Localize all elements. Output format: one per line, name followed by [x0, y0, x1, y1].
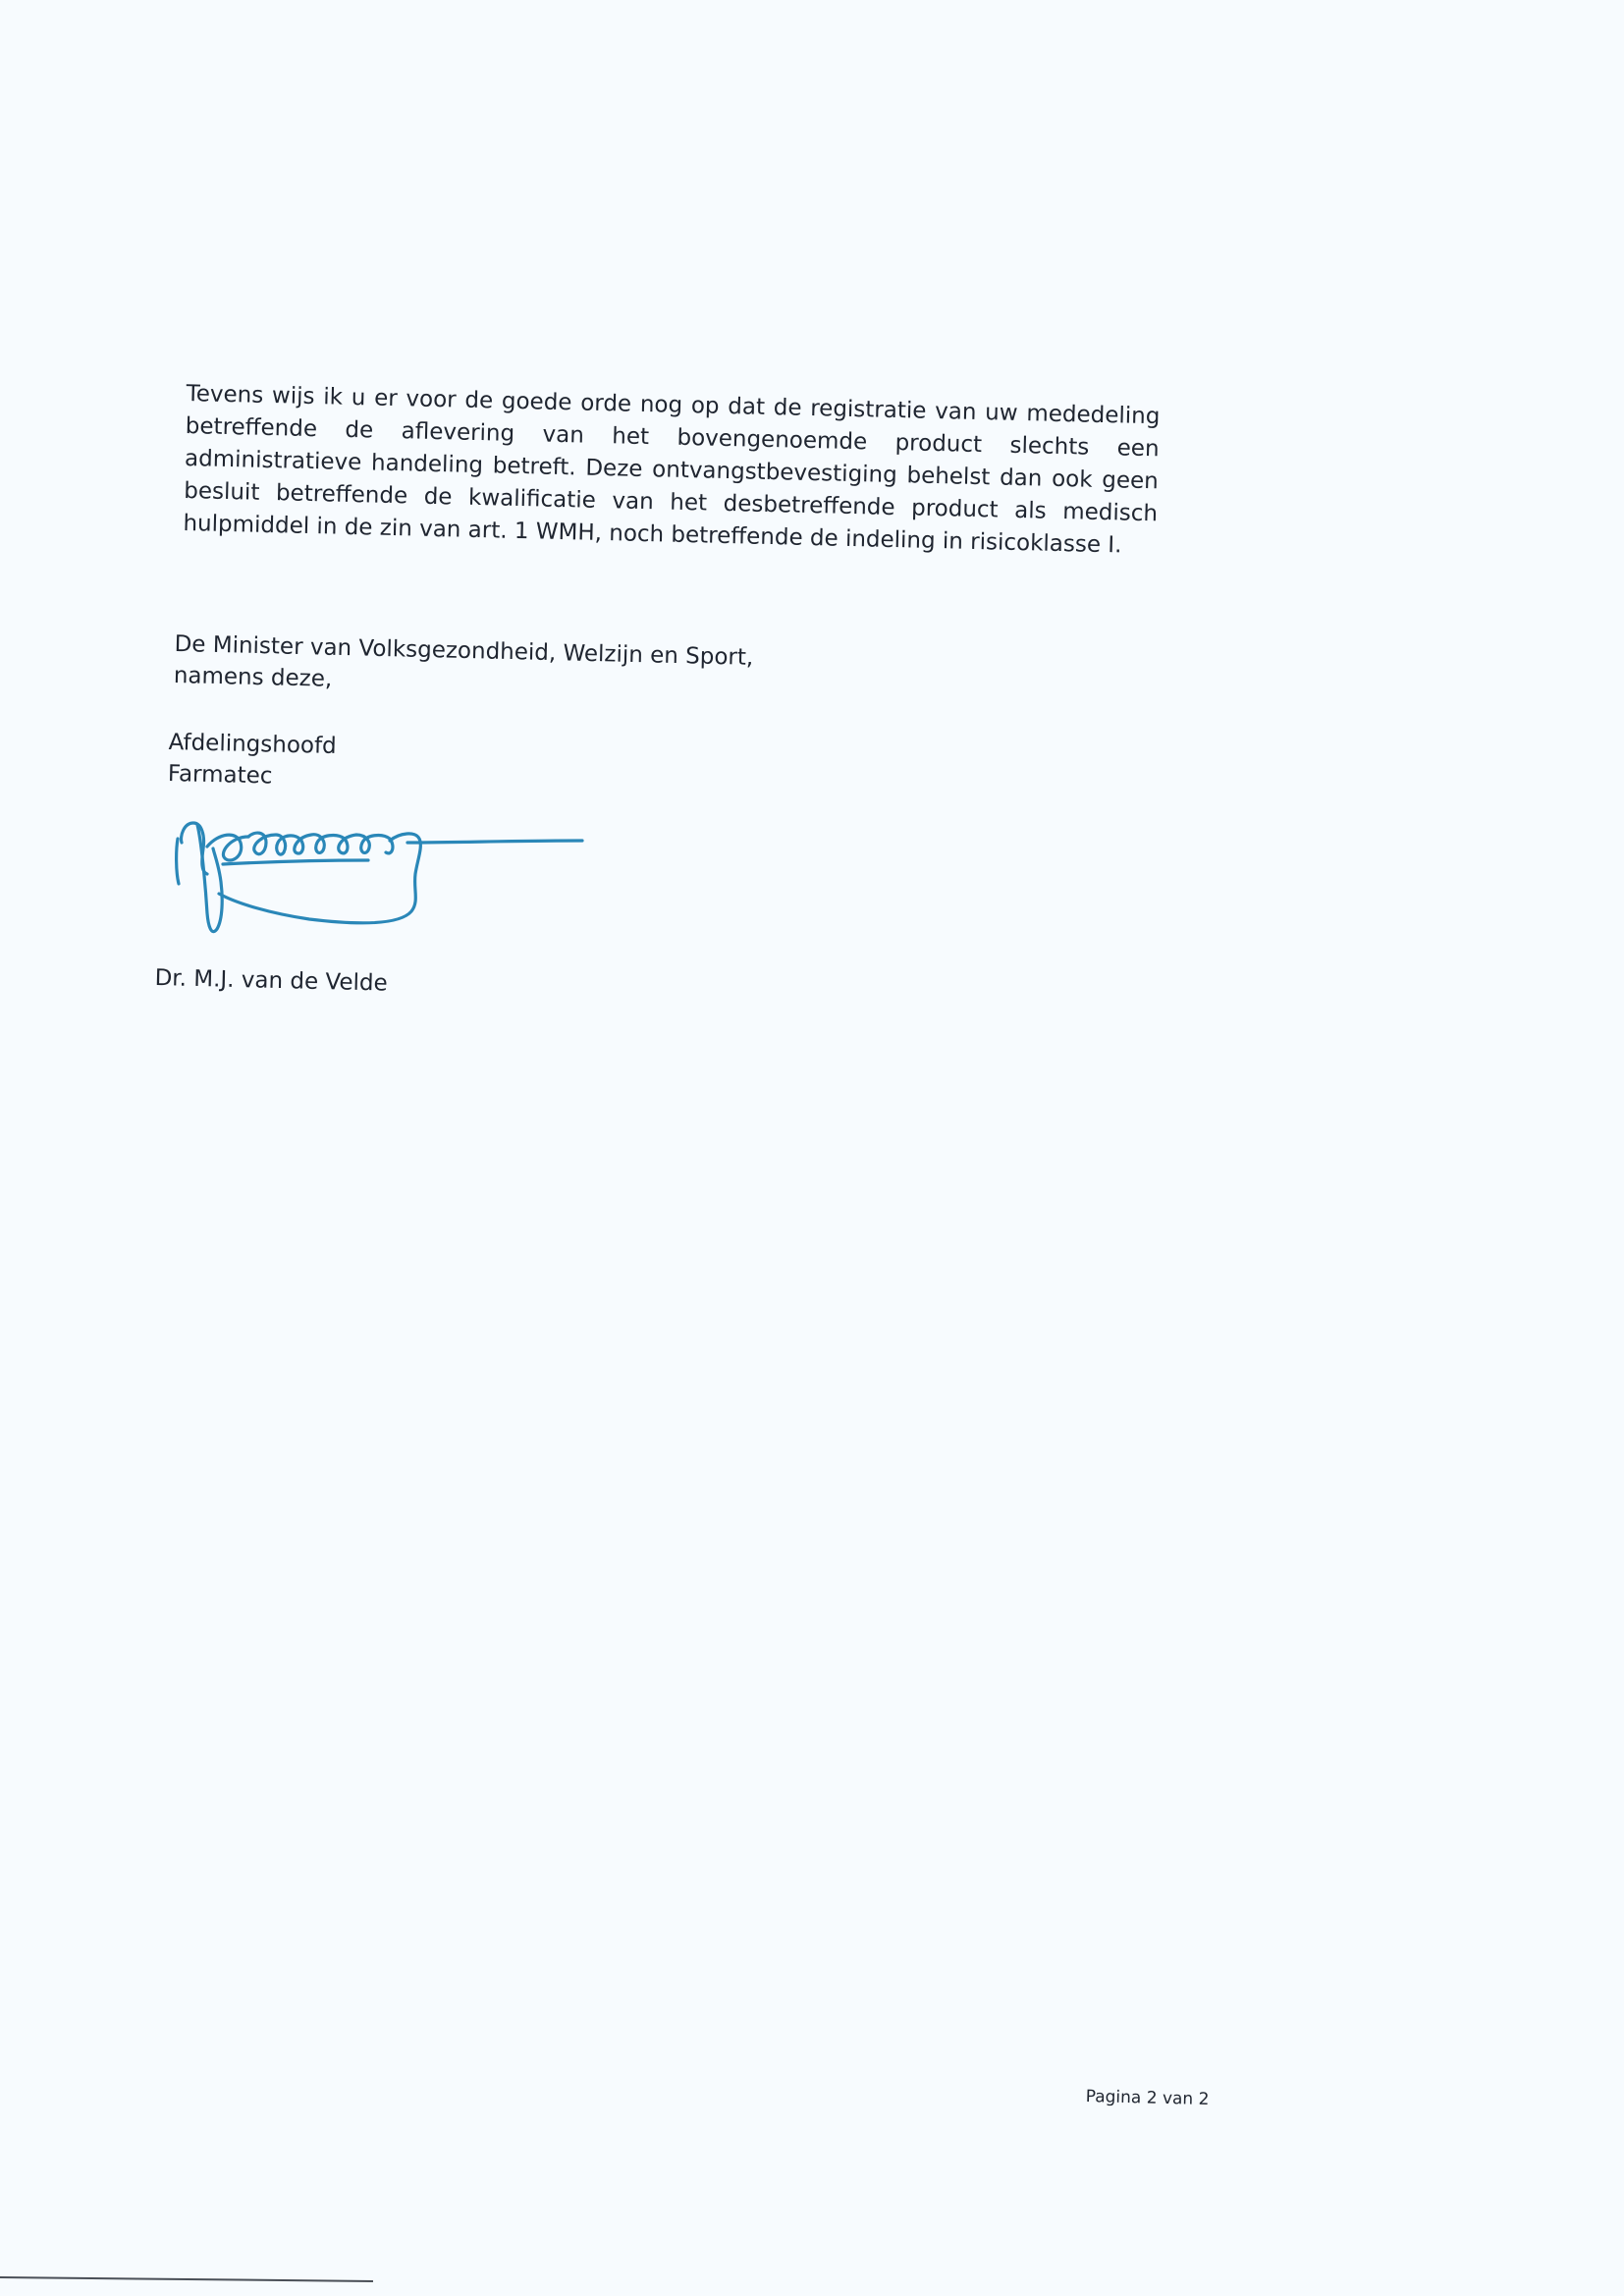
signature-icon — [172, 803, 594, 951]
closing-block — [173, 629, 753, 705]
role-title: Afdelingshoofd — [168, 729, 338, 760]
page-number: Pagina 2 van 2 — [1085, 2086, 1210, 2109]
scan-edge-line — [0, 2276, 373, 2282]
body-paragraph: Tevens wijs ik u er voor de goede orde nog op dat de registratie van uw mededeling betreffende de aflevering van het bovengenoemde product slechts een administratieve handeling betreft. Deze ontvangstbevestiging behelst dan ook geen besluit betreffende de kwalificatie van het desbetreffende product als medisch hulpmiddel in de zin van art. 1 WMH, noch betreffende de indeling in risicoklasse I. — [183, 380, 1161, 559]
closing-line-minister: De Minister van Volksgezondheid, Welzijn en Sport, — [174, 630, 754, 671]
role-department: Farmatec — [167, 760, 273, 790]
closing-line-namens: namens deze, — [173, 662, 333, 692]
role-block — [167, 727, 337, 793]
letter-body — [183, 378, 1161, 563]
signer-name: Dr. M.J. van de Velde — [154, 964, 389, 997]
